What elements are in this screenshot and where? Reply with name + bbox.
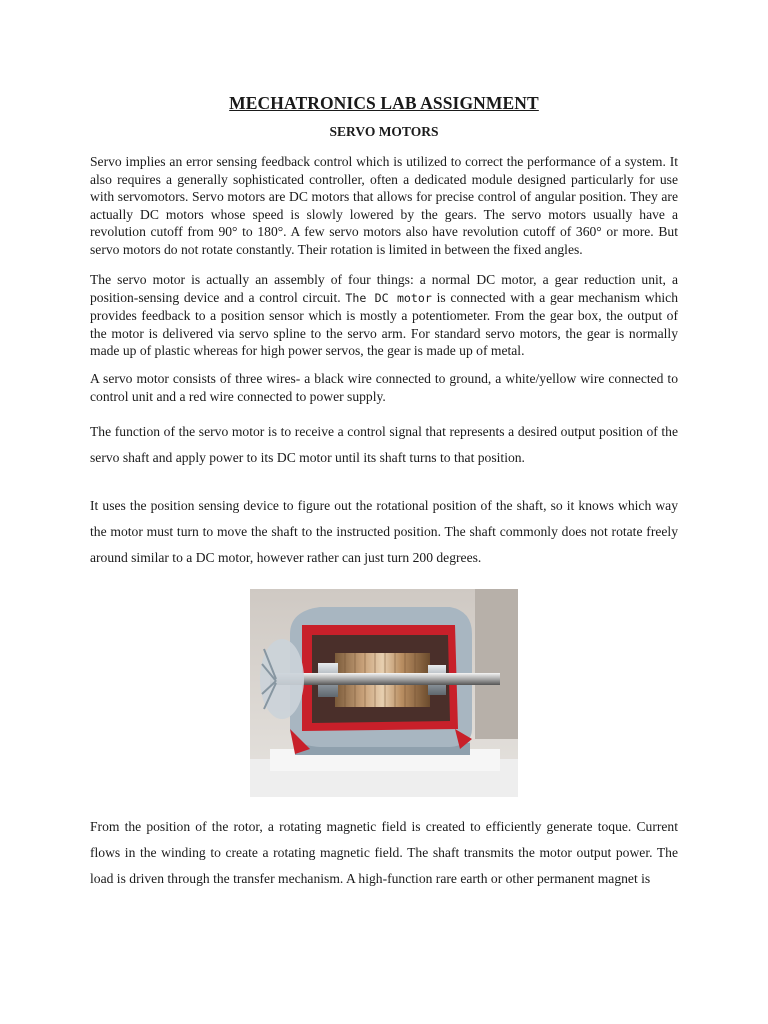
document-title: MECHATRONICS LAB ASSIGNMENT xyxy=(229,93,539,113)
dc-motor-link[interactable]: The DC motor xyxy=(345,290,432,305)
paragraph-4: The function of the servo motor is to receive a control signal that represents a desired output position of the servo shaft and apply power to its DC motor until its shaft turns to that position. xyxy=(90,424,678,465)
paragraph-2-text-b: is connected with a gear mechanism which provides feedback to a position sensor which is mostly a potentiometer. From the gear box, the output of the motor is delivered via servo spline to the servo arm. For standard servo motors, the gear is normally made up of plastic whereas for high power servos, the gear is made up of metal. xyxy=(90,289,678,359)
servo-motor-cutaway-image xyxy=(250,589,518,797)
paragraph-2 xyxy=(90,271,678,360)
paragraph-3: A servo motor consists of three wires- a black wire connected to ground, a white/yellow wire connected to control unit and a red wire connected to power supply. xyxy=(90,371,678,404)
paragraph-6: From the position of the rotor, a rotating magnetic field is created to efficiently generate toque. Current flows in the winding to create a rotating magnetic field. The shaft transmits the motor output power. The load is driven through the transfer mechanism. A high-function rare earth or other permanent magnet is xyxy=(90,819,678,886)
paragraph-5: It uses the position sensing device to figure out the rotational position of the shaft, so it knows which way the motor must turn to move the shaft to the instructed position. The shaft commonly does not rotate freely around similar to a DC motor, however rather can just turn 200 degrees. xyxy=(90,498,678,565)
section-heading: SERVO MOTORS xyxy=(329,124,439,139)
motor-illustration xyxy=(250,589,518,797)
paragraph-1: Servo implies an error sensing feedback control which is utilized to correct the performance of a system. It also requires a generally sophisticated controller, often a dedicated module designed particularly for use with servomotors. Servo motors are DC motors that allows for precise control of angular position. They are actually DC motors whose speed is slowly lowered by the gears. The servo motors usually have a revolution cutoff from 90° to 180°. A few servo motors also have revolution cutoff of 360° or more. But servo motors do not rotate constantly. Their rotation is limited in between the fixed angles. xyxy=(90,154,678,257)
paragraph-2-text-a: The servo motor is actually an assembly of four things: a normal DC motor, a gear reduction unit, a position-sensing device and a control circuit. xyxy=(90,272,678,305)
